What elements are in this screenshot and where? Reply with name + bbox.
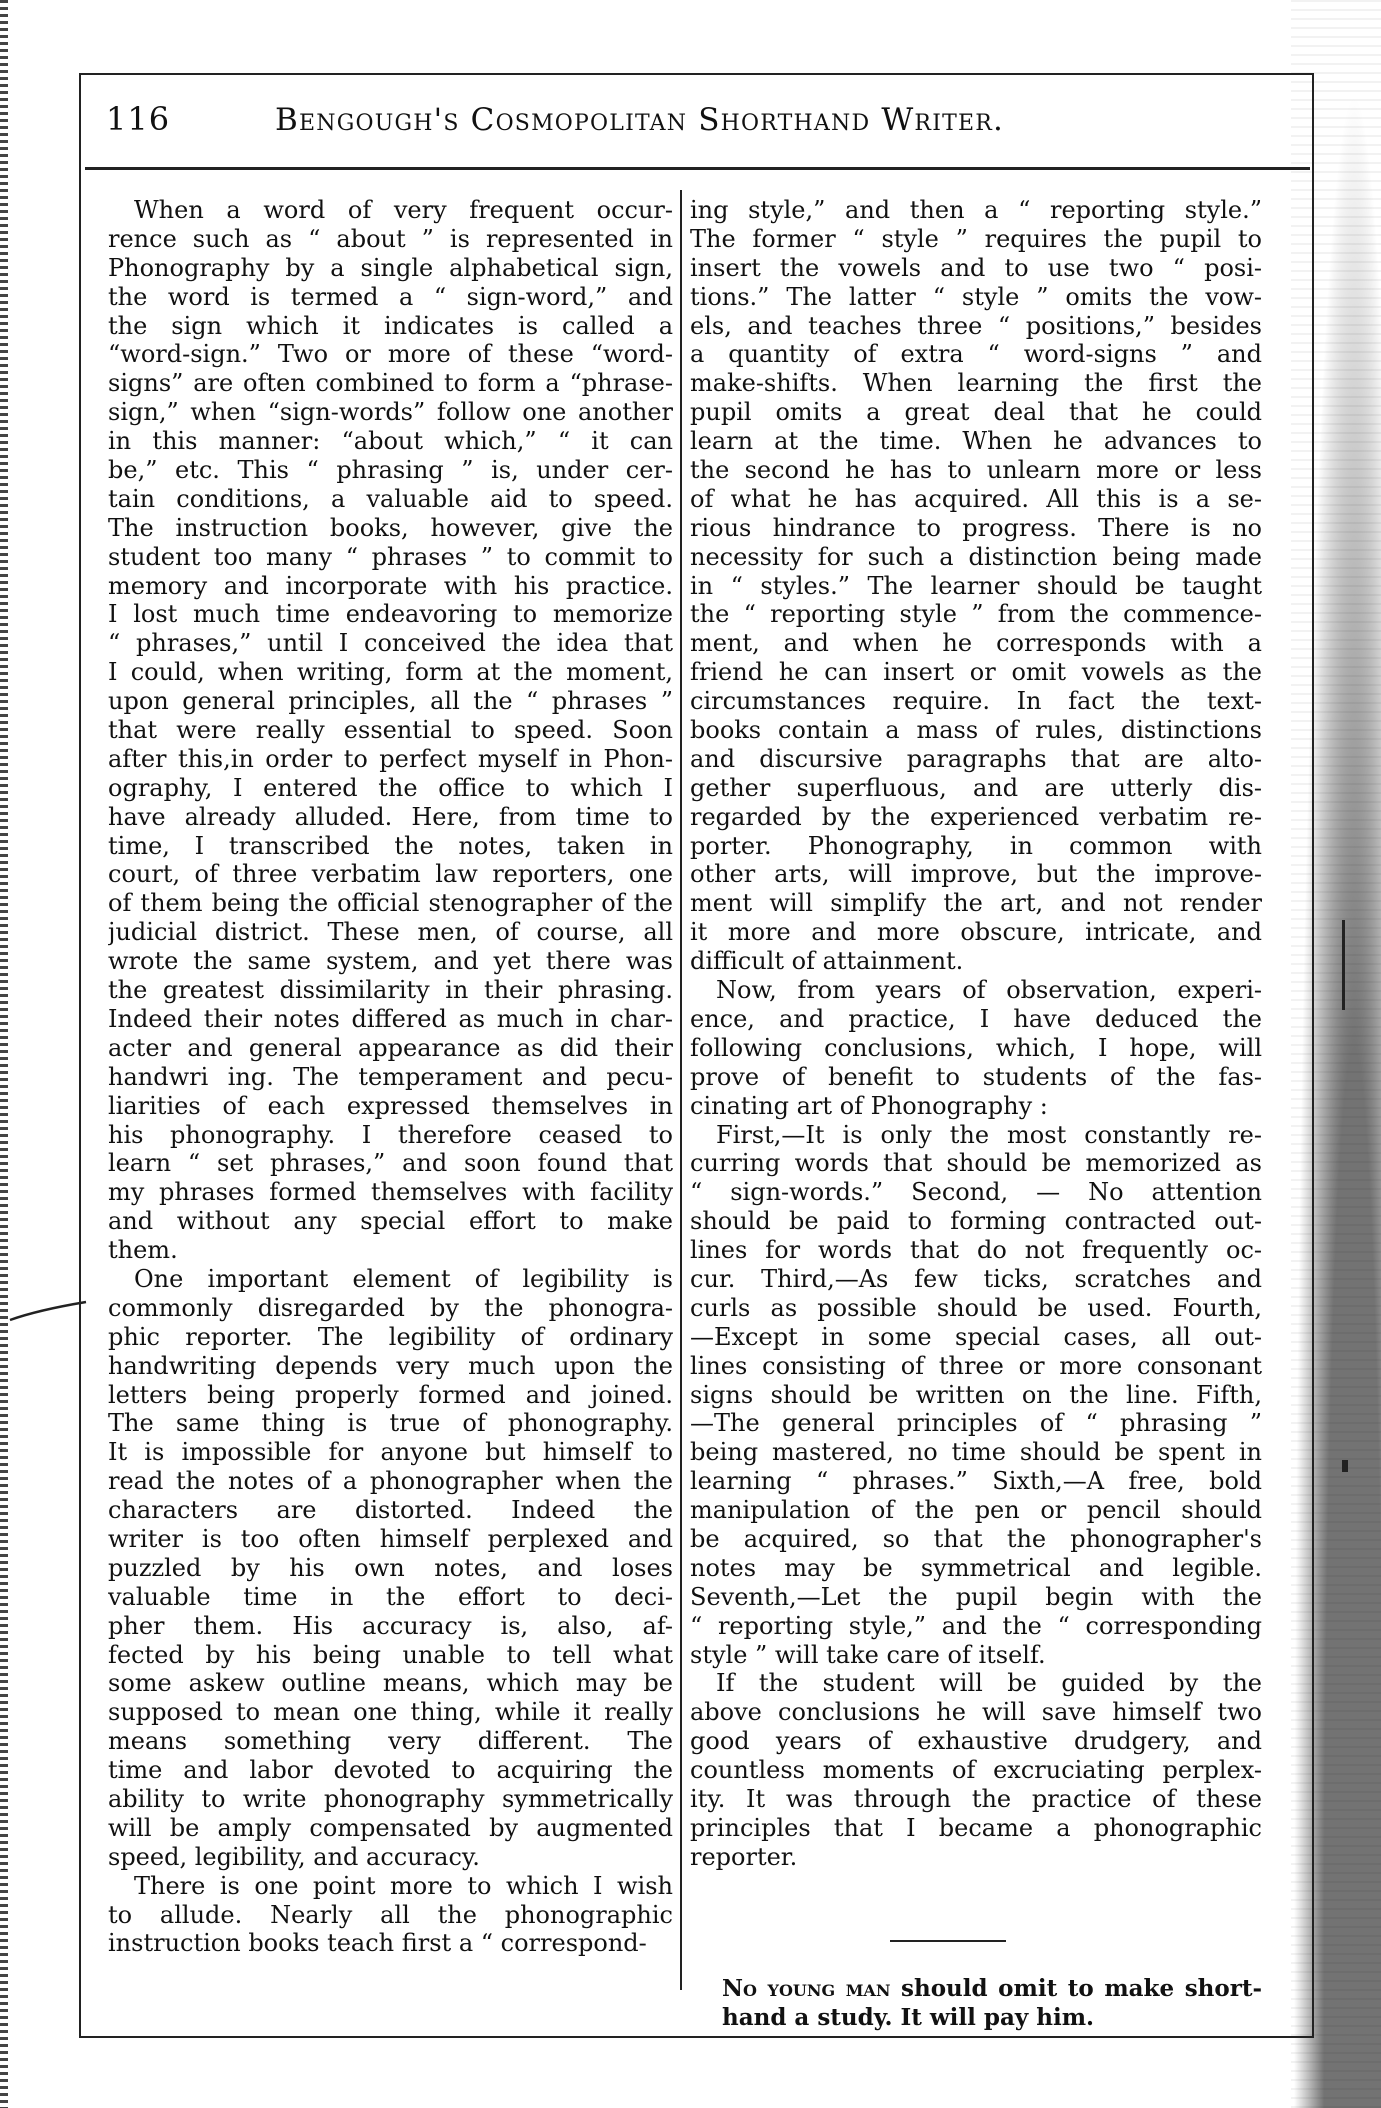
text-line: The instruction books, however, give the (108, 513, 673, 542)
text-line: One important element of legibility is (134, 1264, 673, 1293)
text-line: in this manner: “about which,” “ it can (108, 427, 673, 456)
text-line: supposed to mean one thing, while it really (108, 1698, 673, 1727)
footer-note-line-2: hand a study. It will pay him. (722, 2004, 1095, 2031)
page-frame-right (1312, 73, 1314, 2038)
text-line: the word is termed a “ sign-word,” and (108, 282, 673, 311)
footer-note-line-1-rest: should omit to make short- (890, 1975, 1262, 2002)
text-line: “ sign-words.” Second, — No attention (690, 1178, 1262, 1207)
text-line: other arts, will improve, but the improve- (690, 860, 1262, 889)
text-line: style ” will take care of itself. (690, 1640, 1046, 1669)
text-line: I could, when writing, form at the moment, (108, 658, 673, 687)
text-line: rence such as “ about ” is represented in (108, 224, 673, 253)
text-line: handwriting depends very much upon the (108, 1351, 673, 1380)
left-column (108, 196, 673, 1958)
text-line: tain conditions, a valuable aid to speed. (108, 484, 673, 513)
text-line: means something very different. The (108, 1727, 673, 1756)
page-number: 116 (106, 100, 171, 138)
text-line: Now, from years of observation, experi- (716, 976, 1262, 1005)
text-line: learn at the time. When he advances to (690, 427, 1262, 456)
text-line: acter and general appearance as did their (108, 1033, 673, 1062)
text-line: If the student will be guided by the (716, 1669, 1262, 1698)
text-line: learn “ set phrases,” and soon found that (108, 1149, 673, 1178)
text-line: It is impossible for anyone but himself to (108, 1438, 673, 1467)
text-line: court, of three verbatim law reporters, one (108, 860, 673, 889)
page-frame-bottom (79, 2036, 1314, 2038)
text-line: read the notes of a phonographer when the (108, 1467, 673, 1496)
text-line: curls as possible should be used. Fourth, (690, 1293, 1262, 1322)
text-line: the “ reporting style ” from the commence- (690, 600, 1262, 629)
footer-note-line-1 (722, 1974, 1262, 2003)
text-line: a quantity of extra “ word-signs ” and (690, 340, 1262, 369)
footer-note (722, 1974, 1262, 2032)
text-line: The same thing is true of phonography. (108, 1409, 673, 1438)
text-line: ography, I entered the office to which I (108, 773, 673, 802)
text-line: time, I transcribed the notes, taken in (108, 831, 673, 860)
text-line: wrote the same system, and yet there was (108, 947, 673, 976)
text-line: be acquired, so that the phonographer's (690, 1524, 1262, 1553)
text-line: his phonography. I therefore ceased to (108, 1120, 673, 1149)
text-line: “word-sign.” Two or more of these “word- (108, 340, 673, 369)
text-line: my phrases formed themselves with facility (108, 1178, 673, 1207)
text-line: ability to write phonography symmetrically (108, 1784, 673, 1813)
text-line: be,” etc. This “ phrasing ” is, under cer- (108, 456, 673, 485)
text-line: liarities of each expressed themselves in (108, 1091, 673, 1120)
text-line: reporter. (690, 1842, 798, 1871)
text-line: prove of benefit to students of the fas- (690, 1062, 1262, 1091)
section-rule (890, 1940, 1006, 1942)
text-line: signs should be written on the line. Fifth, (690, 1380, 1262, 1409)
margin-scribble (8, 1300, 88, 1324)
text-line: good years of exhaustive drudgery, and (690, 1727, 1262, 1756)
column-divider (680, 190, 682, 1990)
text-line: pupil omits a great deal that he could (690, 398, 1262, 427)
text-line: speed, legibility, and accuracy. (108, 1842, 480, 1871)
text-line: curring words that should be memorized as (690, 1149, 1262, 1178)
text-line: phic reporter. The legibility of ordinary (108, 1322, 673, 1351)
margin-mark (1342, 1460, 1348, 1472)
text-line: friend he can insert or omit vowels as the (690, 658, 1262, 687)
text-line: books contain a mass of rules, distinctions (690, 716, 1262, 745)
text-line: to allude. Nearly all the phonographic (108, 1900, 673, 1929)
text-line: Indeed their notes differed as much in char- (108, 1004, 673, 1033)
text-line: sign,” when “sign-words” follow one another (108, 398, 673, 427)
scan-right-edge (1291, 0, 1381, 2108)
text-line: porter. Phonography, in common with (690, 831, 1262, 860)
text-line: lines consisting of three or more consonant (690, 1351, 1262, 1380)
text-line: notes may be symmetrical and legible. (690, 1553, 1262, 1582)
text-line: fected by his being unable to tell what (108, 1640, 673, 1669)
text-line: after this,in order to perfect myself in Phon- (108, 744, 673, 773)
text-line: writer is too often himself perplexed and (108, 1524, 673, 1553)
right-column (690, 196, 1262, 1872)
text-line: should be paid to forming contracted out- (690, 1207, 1262, 1236)
text-line: puzzled by his own notes, and loses (108, 1553, 673, 1582)
text-line: ence, and practice, I have deduced the (690, 1004, 1262, 1033)
text-line: valuable time in the effort to deci- (108, 1582, 673, 1611)
page-header (100, 100, 1300, 150)
text-line: of what he has acquired. All this is a se- (690, 484, 1262, 513)
text-line: —The general principles of “ phrasing ” (690, 1409, 1262, 1438)
text-line: and without any special effort to make (108, 1207, 673, 1236)
text-line: circumstances require. In fact the text- (690, 687, 1262, 716)
text-line: judicial district. These men, of course, all (108, 918, 673, 947)
text-line: ment, and when he corresponds with a (690, 629, 1262, 658)
text-line: There is one point more to which I wish (134, 1871, 673, 1900)
text-line: difficult of attainment. (690, 947, 964, 976)
text-line: signs” are often combined to form a “phrase- (108, 369, 673, 398)
text-line: “ phrases,” until I conceived the idea that (108, 629, 673, 658)
text-line: will be amply compensated by augmented (108, 1813, 673, 1842)
text-line: the sign which it indicates is called a (108, 311, 673, 340)
text-line: upon general principles, all the “ phrases ” (108, 687, 673, 716)
text-line: gether superfluous, and are utterly dis- (690, 773, 1262, 802)
text-line: memory and incorporate with his practice. (108, 571, 673, 600)
text-line: “ reporting style,” and the “ corresponding (690, 1611, 1262, 1640)
text-line: make-shifts. When learning the first the (690, 369, 1262, 398)
text-line: The former “ style ” requires the pupil to (690, 224, 1262, 253)
text-line: cinating art of Phonography : (690, 1091, 1048, 1120)
text-line: els, and teaches three “ positions,” besides (690, 311, 1262, 340)
text-line: —Except in some special cases, all out- (690, 1322, 1262, 1351)
text-line: them. (108, 1236, 178, 1265)
header-rule (85, 167, 1310, 170)
text-line: time and labor devoted to acquiring the (108, 1756, 673, 1785)
text-line: Phonography by a single alphabetical sign, (108, 253, 673, 282)
text-line: ity. It was through the practice of these (690, 1784, 1262, 1813)
text-line: manipulation of the pen or pencil should (690, 1496, 1262, 1525)
text-line: handwri ing. The temperament and pecu- (108, 1062, 673, 1091)
text-line: learning “ phrases.” Sixth,—A free, bold (690, 1467, 1262, 1496)
text-line: and discursive paragraphs that are alto- (690, 744, 1262, 773)
text-line: necessity for such a distinction being made (690, 542, 1262, 571)
text-line: of them being the official stenographer of the (108, 889, 673, 918)
page-frame-top (79, 73, 1314, 75)
scan-left-edge (0, 0, 8, 2108)
text-line: instruction books teach first a “ correspond- (108, 1929, 647, 1958)
text-line: characters are distorted. Indeed the (108, 1496, 673, 1525)
text-line: countless moments of excruciating perplex- (690, 1756, 1262, 1785)
text-line: principles that I became a phonographic (690, 1813, 1262, 1842)
text-line: student too many “ phrases ” to commit to (108, 542, 673, 571)
text-line: it more and more obscure, intricate, and (690, 918, 1262, 947)
text-line: insert the vowels and to use two “ posi- (690, 253, 1262, 282)
text-line: regarded by the experienced verbatim re- (690, 802, 1262, 831)
text-line: some askew outline means, which may be (108, 1669, 673, 1698)
running-title: Bengough's Cosmopolitan Shorthand Writer. (275, 102, 1005, 138)
text-line: have already alluded. Here, from time to (108, 802, 673, 831)
text-line: Seventh,—Let the pupil begin with the (690, 1582, 1262, 1611)
text-line: pher them. His accuracy is, also, af- (108, 1611, 673, 1640)
text-line: When a word of very frequent occur- (134, 196, 673, 224)
margin-mark (1342, 920, 1345, 1010)
text-line: being mastered, no time should be spent in (690, 1438, 1262, 1467)
text-line: in “ styles.” The learner should be taught (690, 571, 1262, 600)
text-line: rious hindrance to progress. There is no (690, 513, 1262, 542)
text-line: cur. Third,—As few ticks, scratches and (690, 1264, 1262, 1293)
text-line: First,—It is only the most constantly re- (716, 1120, 1262, 1149)
text-line: ing style,” and then a “ reporting style.” (690, 196, 1262, 224)
page-frame-left (79, 73, 81, 2038)
text-line: the second he has to unlearn more or less (690, 456, 1262, 485)
text-line: ment will simplify the art, and not render (690, 889, 1262, 918)
text-line: lines for words that do not frequently oc- (690, 1236, 1262, 1265)
text-line: commonly disregarded by the phonogra- (108, 1293, 673, 1322)
text-line: above conclusions he will save himself two (690, 1698, 1262, 1727)
text-line: following conclusions, which, I hope, will (690, 1033, 1262, 1062)
text-line: letters being properly formed and joined. (108, 1380, 673, 1409)
text-line: the greatest dissimilarity in their phrasing. (108, 976, 673, 1005)
text-line: tions.” The latter “ style ” omits the vow- (690, 282, 1262, 311)
footer-note-lead: No young man (722, 1975, 891, 2002)
text-line: that were really essential to speed. Soon (108, 716, 673, 745)
text-line: I lost much time endeavoring to memorize (108, 600, 673, 629)
